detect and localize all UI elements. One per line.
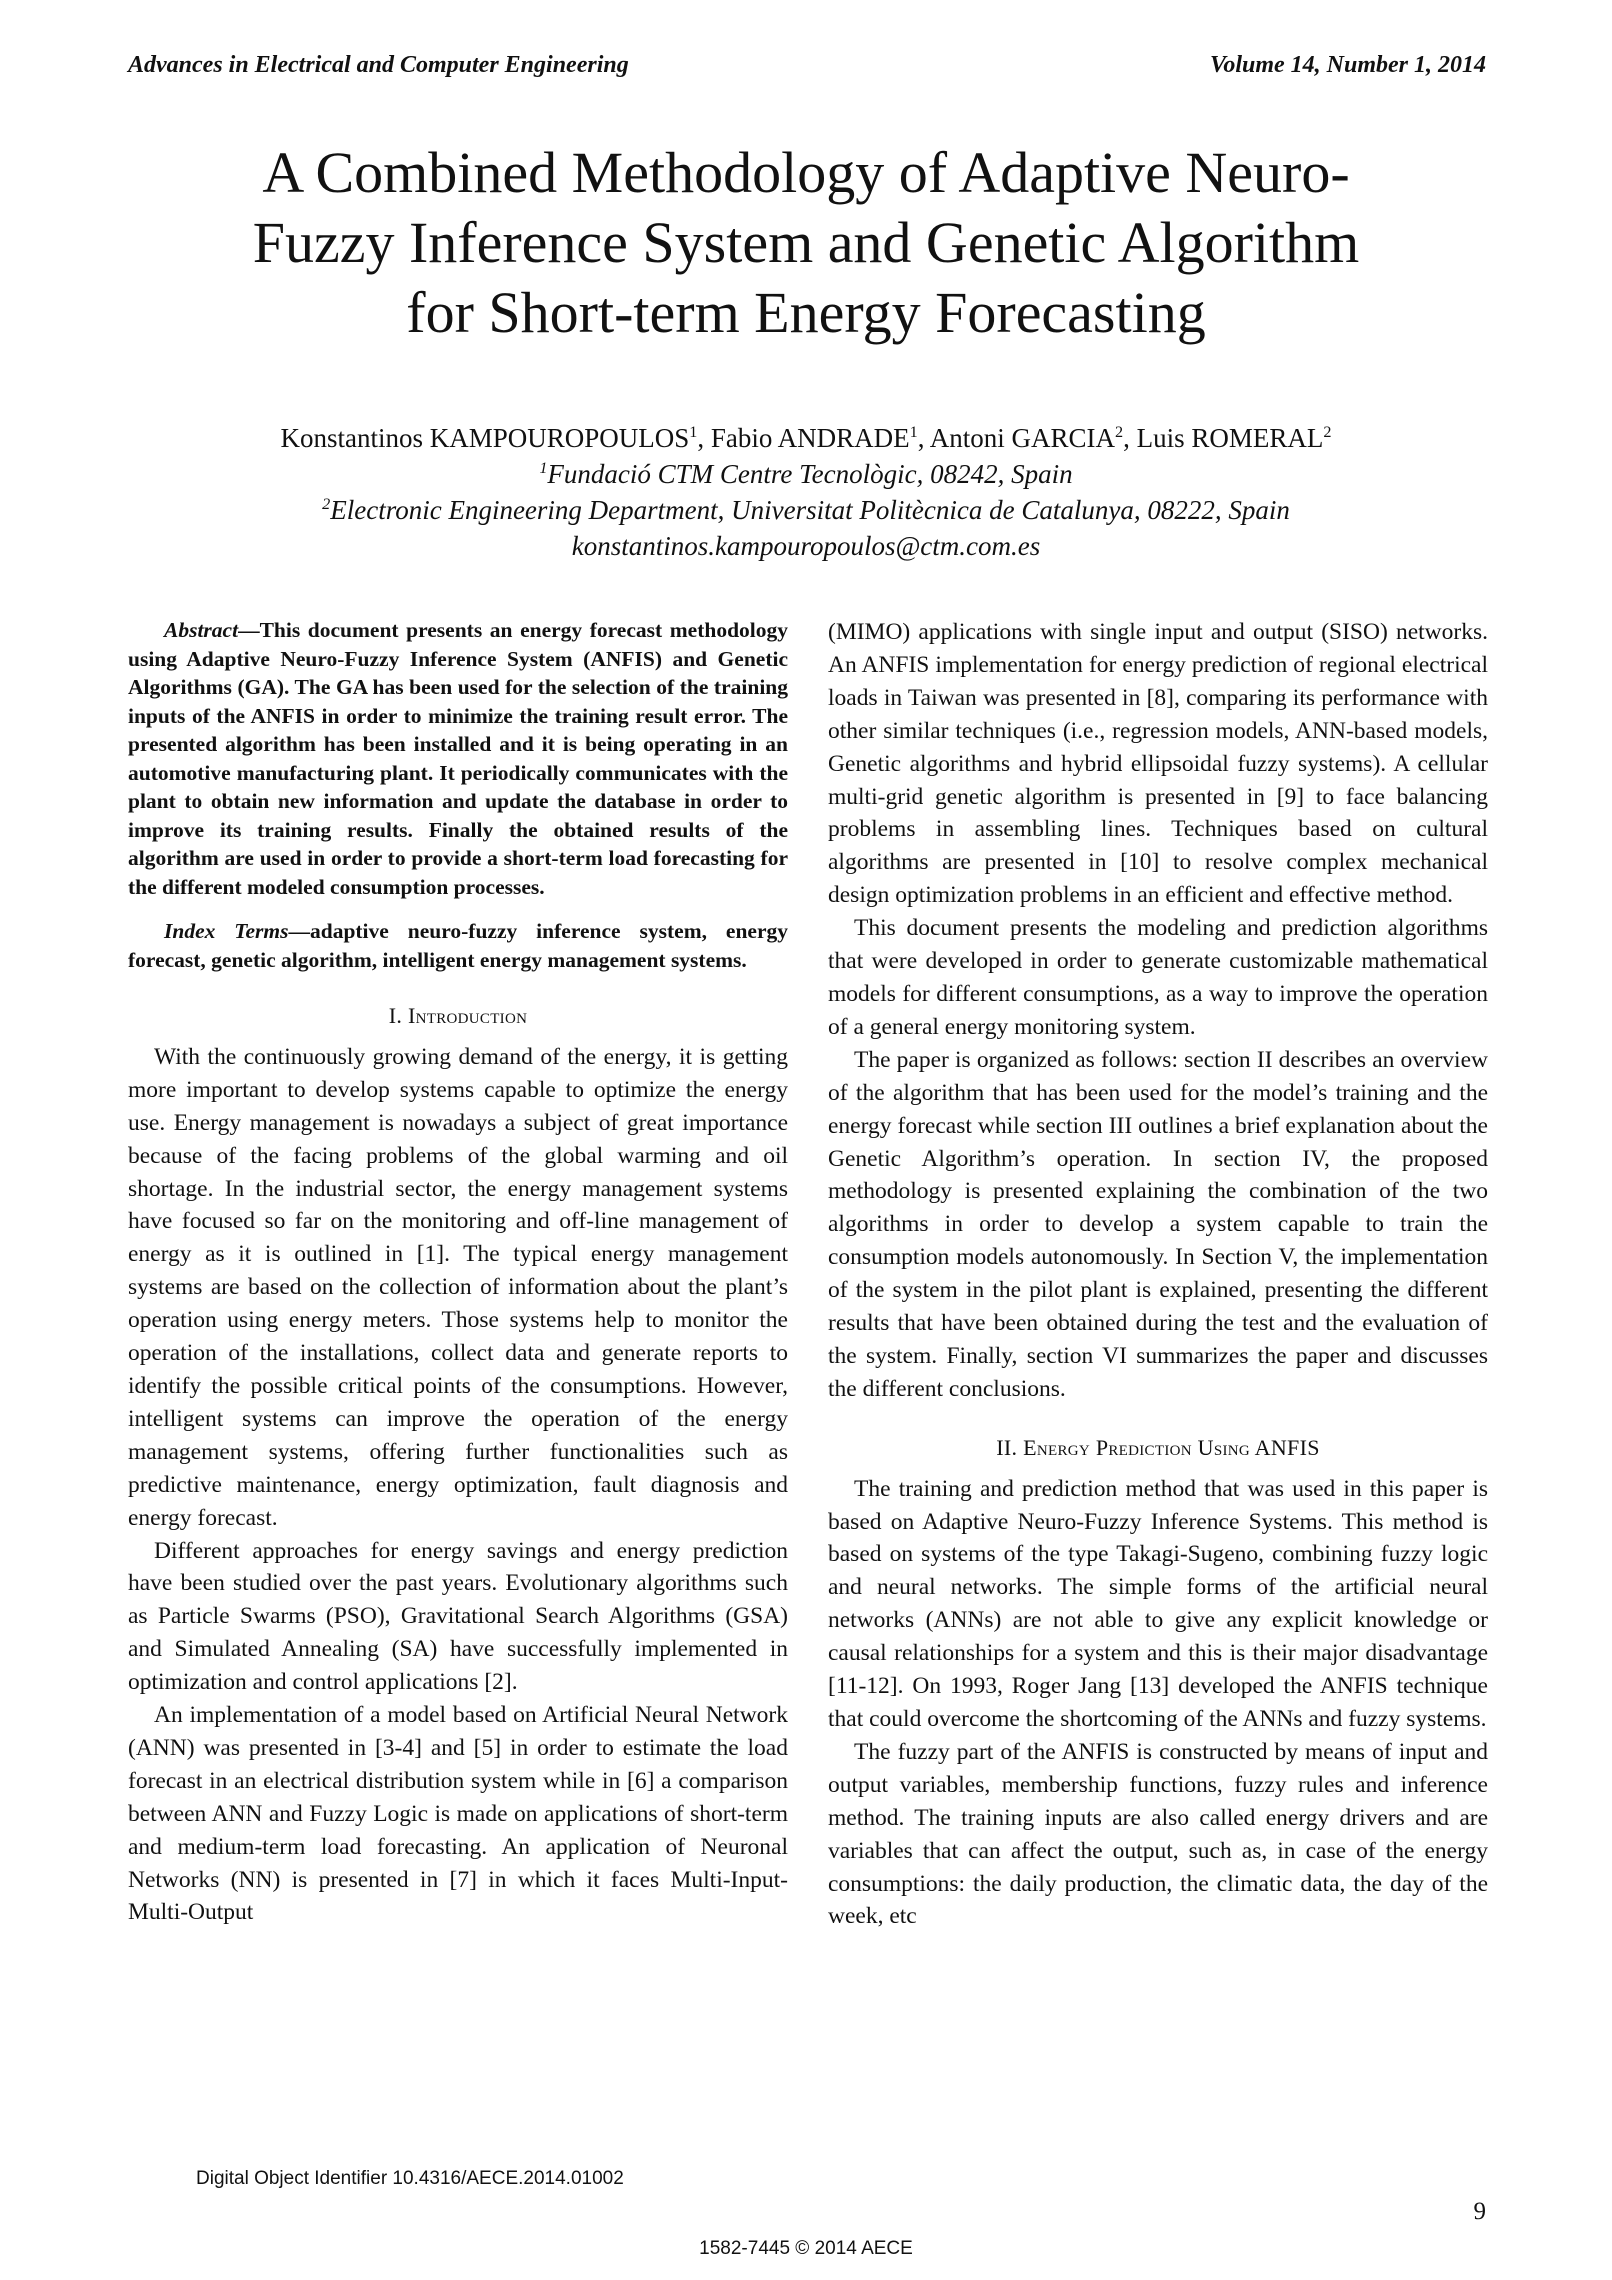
author-4: , Luis ROMERAL <box>1123 423 1324 453</box>
affiliation-1-marker: 1 <box>539 459 548 477</box>
intro-paragraph-4: This document presents the modeling and prediction algorithms that were developed in order to generate customizable mathematical models for different consumptions, as a way to improve the operation of a general energy monitoring system. <box>828 915 1488 1040</box>
intro-paragraph-5: The paper is organized as follows: section II describes an overview of the algorithm that has been used for the model’s training and the energy forecast while section III outlines a brief explanation about the Genetic Algorithm’s operation. In section IV, the proposed methodology is presented explaining the combination of the two algorithms in order to develop a system capable to train the consumption models autonomously. In Section V, the implementation of the system in the pilot plant is explained, presenting the different results that have been obtained during the test and the evaluation of the system. Finally, section VI summarizes the paper and discusses the different conclusions. <box>828 1046 1488 1402</box>
affiliation-2-text: Electronic Engineering Department, Universitat Politècnica de Catalunya, 08222, Spain <box>330 495 1290 525</box>
author-2: , Fabio ANDRADE <box>697 423 910 453</box>
author-4-affiliation: 2 <box>1323 423 1332 441</box>
paper-title <box>120 138 1492 348</box>
author-email[interactable]: konstantinos.kampouropoulos@ctm.com.es <box>571 531 1041 561</box>
section-heading-energy-prediction: II. Energy Prediction Using ANFIS <box>996 1434 1320 1460</box>
affiliation-2 <box>120 492 1492 528</box>
title-line-1: A Combined Methodology of Adaptive Neuro- <box>262 140 1350 205</box>
right-column <box>828 616 1488 1933</box>
index-terms-text: —adaptive neuro-fuzzy inference system, energy forecast, genetic algorithm, intelligent energy management systems. <box>128 919 789 972</box>
intro-paragraph-1: With the continuously growing demand of the energy, it is getting more important to develop systems capable to optimize the energy use. Energy management is nowadays a subject of great importance because of the facing problems of the global warming and oil shortage. In the industrial sector, the energy management systems have focused so far on the monitoring and off-line management of energy as it is outlined in [1]. The typical energy management systems are based on the collection of information about the plant’s operation using energy meters. Those systems help to monitor the operation of the installations, collect data and generate reports to identify the possible critical points of the consumptions. However, intelligent systems can improve the operation of the energy management systems, offering further functionalities such as predictive maintenance, energy optimization, fault diagnosis and energy forecast. <box>128 1043 788 1531</box>
intro-paragraph-2: Different approaches for energy savings and energy prediction have been studied over the past years. Evolutionary algorithms such as Particle Swarms (PSO), Gravitational Search Algorithms (GSA) and Simulated Annealing (SA) have successfully implemented in optimization and control applications [2]. <box>128 1537 788 1696</box>
author-3-affiliation: 2 <box>1115 423 1124 441</box>
author-3: , Antoni GARCIA <box>917 423 1116 453</box>
doi[interactable]: Digital Object Identifier 10.4316/AECE.2014.01002 <box>196 2168 624 2189</box>
affiliation-1-text: Fundació CTM Centre Tecnològic, 08242, Spain <box>547 459 1073 489</box>
volume-info: Volume 14, Number 1, 2014 <box>1209 52 1486 78</box>
intro-paragraph-3: An implementation of a model based on Artificial Neural Network (ANN) was presented in [3-4] and [5] in order to estimate the load forecast in an electrical distribution system while in [6] a comparison between ANN and Fuzzy Logic is made on applications of short-term and medium-term load forecasting. An application of Neuronal Networks (NN) is presented in [7] in which it faces Multi-Input-Multi-Output <box>128 1702 788 1926</box>
section2-paragraph-1: The training and prediction method that was used in this paper is based on Adaptive Neuro-Fuzzy Inference Systems. This method is based on systems of the type Takagi-Sugeno, combining fuzzy logic and neural networks. The simple forms of the artificial neural networks (ANNs) are not able to give any explicit knowledge or causal relationships for a system and this is their major disadvantage [11-12]. On 1993, Roger Jang [13] developed the ANFIS technique that could overcome the shortcoming of the ANNs and fuzzy systems. <box>828 1475 1488 1732</box>
author-1-affiliation: 1 <box>689 423 698 441</box>
author-2-affiliation: 1 <box>909 423 918 441</box>
title-line-2: Fuzzy Inference System and Genetic Algorithm <box>252 210 1360 275</box>
abstract-text: —This document presents an energy forecast methodology using Adaptive Neuro-Fuzzy Inference System (ANFIS) and Genetic Algorithms (GA). The GA has been used for the selection of the training inputs of the ANFIS in order to minimize the training result error. The presented algorithm has been installed and it is being operating in an automotive manufacturing plant. It periodically communicates with the plant to obtain new information and update the database in order to improve its training results. Finally the obtained results of the algorithm are used in order to provide a short-term load forecasting for the different modeled consumption processes. <box>128 618 788 899</box>
author-list <box>120 420 1492 456</box>
page-number: 9 <box>1473 2198 1486 2225</box>
title-line-3: for Short-term Energy Forecasting <box>406 280 1206 345</box>
index-terms-label: Index Terms <box>164 919 289 943</box>
abstract <box>128 616 788 901</box>
author-1: Konstantinos KAMPOUROPOULOS <box>280 423 690 453</box>
left-column <box>128 616 788 1929</box>
abstract-label: Abstract <box>164 618 239 642</box>
affiliation-2-marker: 2 <box>322 495 331 513</box>
author-block <box>120 420 1492 564</box>
section-heading-introduction: I. Introduction <box>388 1003 528 1028</box>
index-terms <box>128 917 788 974</box>
affiliation-1 <box>120 456 1492 492</box>
section2-paragraph-2: The fuzzy part of the ANFIS is constructed by means of input and output variables, membership functions, fuzzy rules and inference method. The training inputs are also called energy drivers and are variables that can affect the output, such as, in case of the energy consumptions: the daily production, the climatic data, the day of the week, etc <box>828 1738 1488 1930</box>
issn-copyright: 1582-7445 © 2014 AECE <box>699 2238 913 2259</box>
journal-name: Advances in Electrical and Computer Engineering <box>128 52 629 78</box>
intro-paragraph-3-continued: (MIMO) applications with single input and output (SISO) networks. An ANFIS implementation for energy prediction of regional electrical loads in Taiwan was presented in [8], comparing its performance with other similar techniques (i.e., regression models, ANN-based models, Genetic algorithms and hybrid ellipsoidal fuzzy systems). A cellular multi-grid genetic algorithm is presented in [9] to face balancing problems in assembling lines. Techniques based on cultural algorithms are presented in [10] to resolve complex mechanical design optimization problems in an efficient and effective method. <box>828 619 1488 909</box>
